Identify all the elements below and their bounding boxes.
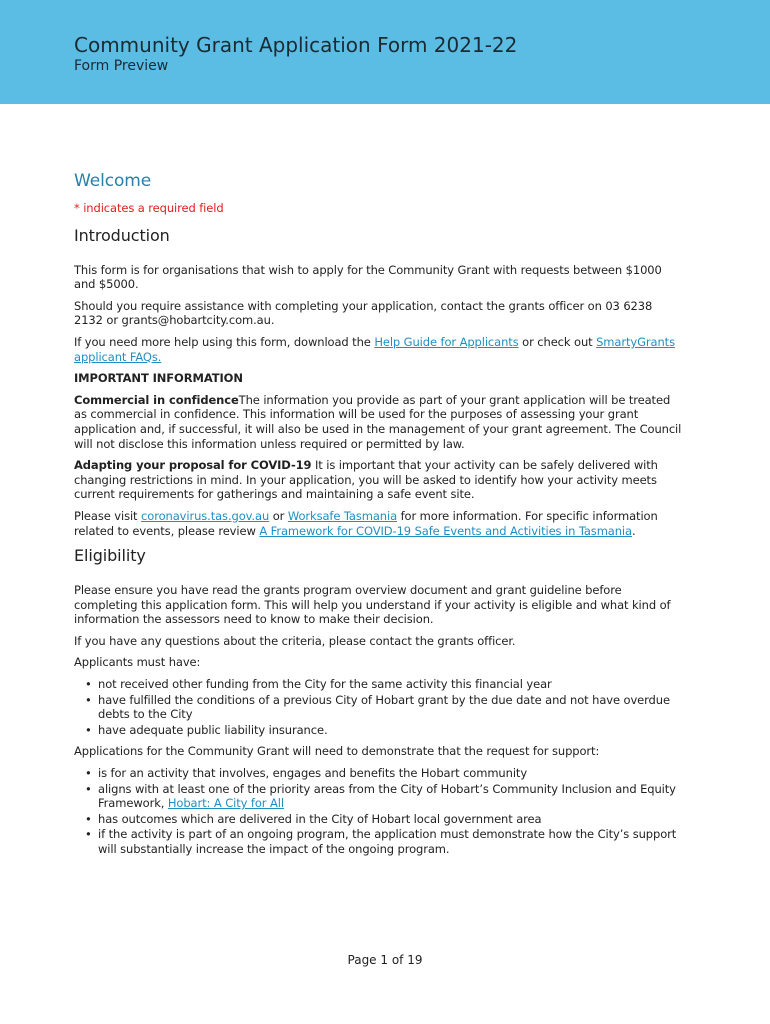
list-item: • have fulfilled the conditions of a previous City of Hobart grant by the due date and not have overdue debts to the City [92,693,684,722]
visit-text-end: . [631,523,636,538]
coronavirus-link[interactable]: coronavirus.tas.gov.au [141,508,270,523]
eligibility-paragraph-1: Please ensure you have read the grants program overview document and grant guideline before completing this application form. This will help you understand if your activity is eligible and what kind of information the assessors need to know to make their decision. [74,583,671,627]
list-item: • is for an activity that involves, engages and benefits the Hobart community [92,766,684,781]
covid-text: It is important that your activity can be safely delivered with changing restrictions in mind. In your application, you will be asked to identify how your activity meets current requirements for gatherings and maintaining a safe event site. [74,458,658,502]
list-item: • has outcomes which are delivered in the City of Hobart local government area [92,812,684,827]
covid-title: Adapting your proposal for COVID-19 [74,458,312,473]
visit-text-or: or [269,508,288,523]
intro-help-or: or check out [518,334,597,349]
worksafe-link[interactable]: Worksafe Tasmania [287,508,398,523]
must-have-list [74,677,684,737]
faq-link[interactable]: SmartyGrants applicant FAQs. [74,334,675,364]
intro-paragraph-3 [74,335,684,364]
city-for-all-link[interactable]: Hobart: A City for All [167,796,284,811]
list-item: • have adequate public liability insurance. [92,723,684,738]
covid-framework-link[interactable]: A Framework for COVID-19 Safe Events and Activities in Tasmania [259,523,632,538]
commercial-title: Commercial in confidence [74,392,239,407]
intro-help-text: If you need more help using this form, download the [74,334,375,349]
form-header [0,0,770,104]
list-item: • not received other funding from the City for the same activity this financial year [92,677,684,692]
visit-text-middle: for more information. For specific information related to events, please review [74,508,658,538]
must-have-intro: Applicants must have: [74,655,201,670]
covid-paragraph [74,458,684,502]
visit-text-start: Please visit [74,508,142,523]
list-item: • if the activity is part of an ongoing program, the application must demonstrate how the City’s support will substantially increase the impact of the ongoing program. [92,827,684,856]
intro-paragraph-1: This form is for organisations that wish to apply for the Community Grant with requests between $1000 and $5000. [74,262,662,292]
commercial-paragraph [74,393,684,451]
introduction-heading: Introduction [74,225,170,245]
welcome-heading: Welcome [74,171,152,191]
form-content [74,170,684,864]
required-field-note: * indicates a required field [74,201,224,215]
page-number: Page 1 of 19 [347,953,423,967]
demonstrate-intro: Applications for the Community Grant will need to demonstrate that the request for support: [74,744,600,759]
commercial-text: The information you provide as part of your grant application will be treated as commercial in confidence. This information will be used for the purposes of assessing your grant application and, if successful, it will also be used in the management of your grant agreement. The Council will not disclose this information unless required or permitted by law. [74,392,682,451]
demonstrate-list [74,766,684,857]
demo-item-2-text: aligns with at least one of the priority areas from the City of Hobart’s Community Inclusion and Equity Framework, [98,781,676,811]
important-information-heading: IMPORTANT INFORMATION [74,371,243,386]
visit-paragraph [74,509,684,538]
list-item [92,782,684,811]
help-guide-link[interactable]: Help Guide for Applicants [374,334,519,349]
eligibility-heading: Eligibility [74,546,146,566]
eligibility-paragraph-2: If you have any questions about the criteria, please contact the grants officer. [74,633,516,648]
form-title: Community Grant Application Form 2021-22 [74,33,518,57]
form-subtitle: Form Preview [74,58,169,74]
intro-paragraph-2: Should you require assistance with completing your application, contact the grants officer on 03 6238 2132 or grants@hobartcity.com.au. [74,298,653,328]
